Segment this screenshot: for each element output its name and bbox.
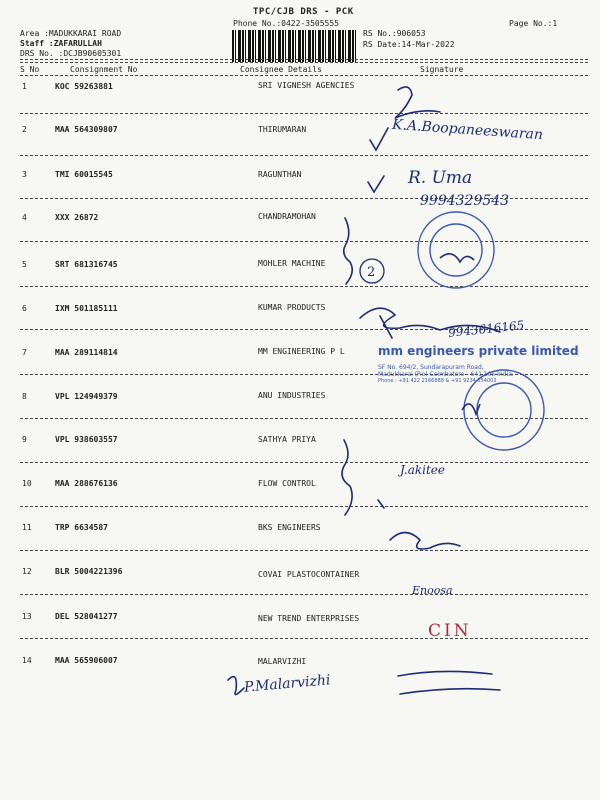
col-header-consignment: Consignment No — [70, 65, 138, 74]
rs-date: RS Date:14-Mar-2022 — [363, 40, 455, 49]
stamp-address-line: SF No. 694/2, Sundarapuram Road, — [378, 364, 484, 371]
row-serial: 5 — [22, 260, 27, 269]
row-serial: 9 — [22, 435, 27, 444]
tick-mark — [378, 500, 384, 508]
row-serial: 11 — [22, 523, 32, 532]
row-serial: 4 — [22, 213, 27, 222]
row-serial: 6 — [22, 304, 27, 313]
row-consignee: MOHLER MACHINE — [258, 259, 326, 268]
row-serial: 12 — [22, 567, 32, 576]
row-consignment: DEL 528041277 — [55, 612, 118, 621]
row-serial: 7 — [22, 348, 27, 357]
row-consignee: CHANDRAMOHAN — [258, 212, 316, 221]
handwritten-phone: 9943616165 — [447, 318, 525, 340]
bracket-mark — [342, 440, 352, 515]
signature-mark — [228, 677, 244, 695]
row-consignee: MM ENGINEERING P L — [258, 347, 345, 356]
rs-number: RS No.:906053 — [363, 29, 426, 38]
row-consignee: BKS ENGINEERS — [258, 523, 321, 532]
tick-mark — [370, 128, 388, 150]
row-consignment: IXM 501185111 — [55, 304, 118, 313]
col-header-sno: S No — [20, 65, 40, 74]
row-consignee: SRI VIGNESH AGENCIES — [258, 81, 355, 90]
row-consignee: RAGUNTHAN — [258, 170, 302, 179]
row-consignment: TMI 60015545 — [55, 170, 113, 179]
row-serial: 1 — [22, 82, 27, 91]
row-serial: 10 — [22, 479, 32, 488]
drs-number: DRS No. :DCJB90605301 — [20, 49, 122, 58]
row-consignment: KOC 59263881 — [55, 82, 113, 91]
signature-mark — [380, 316, 392, 338]
signature-mark — [390, 533, 460, 550]
company-seal — [418, 212, 494, 288]
handwritten-phone: 9994329543 — [420, 193, 510, 209]
col-header-signature: Signature — [420, 65, 464, 74]
stamp-address-line: Madukkarai (P.o) Coimbatore - 641 105 India. — [378, 371, 514, 378]
row-consignment: MAA 288676136 — [55, 479, 118, 488]
handwritten-name: J.akitee — [400, 463, 445, 477]
row-consignment: SRT 681316745 — [55, 260, 118, 269]
page-number: Page No.:1 — [509, 19, 558, 28]
stamp-phone: Phone : +91 422 2166888 & +91 9234 554002 — [378, 378, 497, 384]
row-consignee: THIRUMARAN — [258, 125, 307, 134]
handwritten-name: Enoosa — [412, 584, 453, 597]
row-consignee: SATHYA PRIYA — [258, 435, 316, 444]
signature-mark — [440, 254, 474, 262]
row-serial: 14 — [22, 656, 32, 665]
row-consignment: XXX 26872 — [55, 213, 99, 222]
row-consignment: MAA 565906007 — [55, 656, 118, 665]
row-serial: 2 — [22, 125, 27, 134]
strike-mark — [398, 671, 492, 676]
area-label: Area :MADUKKARAI ROAD — [20, 29, 122, 38]
handwritten-name: K.A.Boopaneeswaran — [391, 116, 544, 144]
phone-label: Phone No.:0422-3505555 — [233, 19, 339, 28]
staff-label: Staff :ZAFARULLAH — [20, 39, 102, 48]
row-consignment: MAA 564309807 — [55, 125, 118, 134]
handwritten-note: CIN — [428, 621, 472, 641]
row-consignee: COVAI PLASTOCONTAINER — [258, 570, 360, 579]
tick-mark — [368, 176, 384, 192]
row-consignee: MALARVIZHI — [258, 657, 307, 666]
document-title: TPC/CJB DRS - PCK — [253, 7, 354, 17]
row-consignment: MAA 289114814 — [55, 348, 118, 357]
row-consignment: VPL 124949379 — [55, 392, 118, 401]
handwritten-name: R. Uma — [408, 168, 473, 188]
row-consignee: ANU INDUSTRIES — [258, 391, 326, 400]
row-consignee: KUMAR PRODUCTS — [258, 303, 326, 312]
row-consignee: NEW TREND ENTERPRISES — [258, 614, 360, 623]
row-consignee: FLOW CONTROL — [258, 479, 316, 488]
handwritten-name: P.Malarvizhi — [243, 672, 332, 696]
bracket-mark — [344, 218, 353, 284]
row-serial: 13 — [22, 612, 32, 621]
row-serial: 3 — [22, 170, 27, 179]
strike-mark — [400, 689, 500, 694]
company-stamp — [378, 344, 579, 384]
col-header-consignee: Consignee Details — [240, 65, 322, 74]
svg-text:2: 2 — [367, 265, 376, 280]
row-consignment: TRP 6634587 — [55, 523, 108, 532]
row-consignment: BLR 5004221396 — [55, 567, 123, 576]
row-serial: 8 — [22, 392, 27, 401]
signature-mark — [395, 87, 440, 118]
row-consignment: VPL 938603557 — [55, 435, 118, 444]
stamp-company-name: mm engineers private limited — [378, 344, 579, 358]
